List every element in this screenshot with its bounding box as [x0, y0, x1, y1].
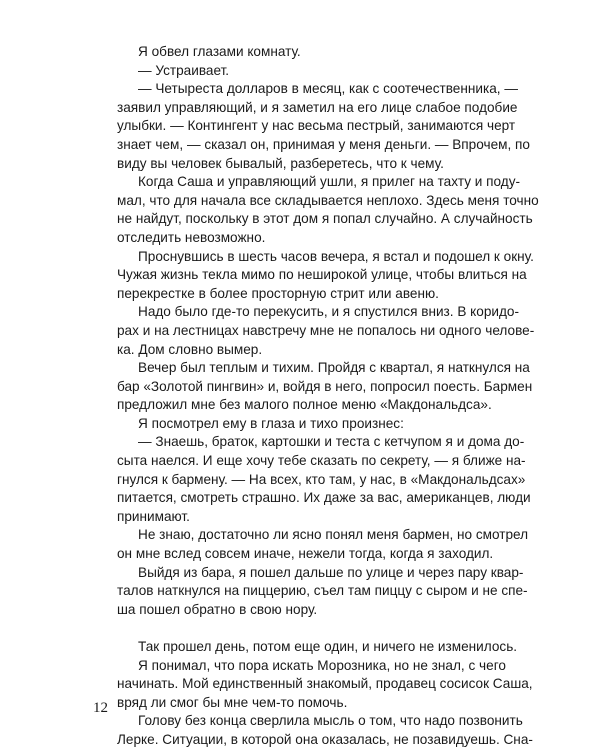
- text-line: Так прошел день, потом еще один, и ничего не изменилось.: [138, 639, 518, 654]
- paragraph: [117, 638, 518, 657]
- text-line: отследить невозможно.: [117, 229, 266, 245]
- paragraph: [117, 43, 490, 62]
- text-line: гнулся к бармену. — На всех, кто там, у нас, в «Макдональдсах»: [117, 471, 526, 487]
- paragraph: [117, 359, 533, 415]
- text-line: — Устраивает.: [138, 62, 230, 78]
- text-line: Я понимал, что пора искать Морозника, но не знал, с чего: [138, 657, 506, 673]
- text-line: знает чем, — сказал он, принимая у меня деньги. — Впрочем, по: [117, 136, 530, 152]
- text-line: талов наткнулся на пиццерию, съел там пиццу с сыром и не спе-: [117, 583, 528, 599]
- paragraph: [117, 415, 490, 434]
- paragraph: [117, 526, 529, 563]
- text-line: перекрестке в более просторную стрит или авеню.: [117, 285, 439, 301]
- paragraph: [117, 80, 530, 173]
- paragraph: [117, 712, 533, 749]
- paragraph: [117, 248, 534, 304]
- text-line: — Знаешь, браток, картошки и теста с кетчупом я и дома до-: [138, 434, 525, 450]
- paragraph: [117, 433, 531, 526]
- text-line: Лерке. Ситуации, в которой она оказалась, не позавидуешь. Сна-: [117, 731, 533, 747]
- text-line: ка. Дом словно вымер.: [117, 341, 263, 357]
- text-line: ша пошел обратно в свою нору.: [117, 601, 318, 617]
- text-line: Не знаю, достаточно ли ясно понял меня бармен, но смотрел: [138, 527, 529, 543]
- text-line: предложил мне без малого полное меню «Макдональдса».: [117, 397, 492, 413]
- text-line: Проснувшись в шесть часов вечера, я встал и подошел к окну.: [138, 248, 534, 264]
- text-line: мал, что для начала все складывается неплохо. Здесь меня точно: [117, 192, 539, 208]
- text-line: вряд ли смог бы мне чем-то помочь.: [117, 694, 348, 710]
- text-line: рах и на лестницах навстречу мне не попалось ни одного челове-: [117, 322, 535, 338]
- text-line: начинать. Мой единственный знакомый, продавец сосисок Саша,: [117, 676, 533, 692]
- paragraph: [117, 303, 535, 359]
- paragraph: [117, 564, 528, 620]
- text-line: Выйдя из бара, я пошел дальше по улице и через пару квар-: [138, 564, 524, 580]
- text-line: Голову без конца сверлила мысль о том, что надо позвонить: [138, 713, 523, 729]
- page-number: 12: [93, 700, 108, 716]
- text-line: Вечер был теплым и тихим. Пройдя с квартал, я наткнулся на: [138, 360, 530, 376]
- paragraph: [117, 657, 533, 713]
- text-line: сыта наелся. И еще хочу тебе сказать по секрету, — я ближе на-: [117, 453, 526, 469]
- text-line: виду вы человек бывалый, разберетесь, что к чему.: [117, 155, 444, 171]
- text-line: заявил управляющий, и я заметил на его лице слабое подобие: [117, 99, 518, 115]
- text-line: — Четыреста долларов в месяц, как с соотечественника, —: [138, 81, 518, 97]
- text-line: принимают.: [117, 508, 190, 524]
- text-line: Я посмотрел ему в глаза и тихо произнес:: [138, 415, 404, 431]
- text-line: не найдут, поскольку в этот дом я попал случайно. А случайность: [117, 211, 533, 227]
- text-line: Чужая жизнь текла мимо по неширокой улице, чтобы влиться на: [117, 267, 527, 283]
- section-break: [117, 619, 490, 638]
- text-line: питается, смотреть страшно. Их даже за вас, американцев, люди: [117, 490, 531, 506]
- text-line: он мне вслед совсем иначе, нежели тогда, когда я заходил.: [117, 546, 494, 562]
- text-line: бар «Золотой пингвин» и, войдя в него, попросил поесть. Бармен: [117, 378, 533, 394]
- text-line: улыбки. — Контингент у нас весьма пестрый, занимаются черт: [117, 118, 516, 134]
- paragraph: [117, 62, 490, 81]
- text-line: Надо было где-то перекусить, и я спустился вниз. В коридо-: [138, 304, 520, 320]
- body-text: [117, 43, 539, 750]
- text-line: Когда Саша и управляющий ушли, я прилег на тахту и поду-: [138, 174, 521, 190]
- text-line: Я обвел глазами комнату.: [138, 44, 301, 59]
- paragraph: [117, 173, 539, 247]
